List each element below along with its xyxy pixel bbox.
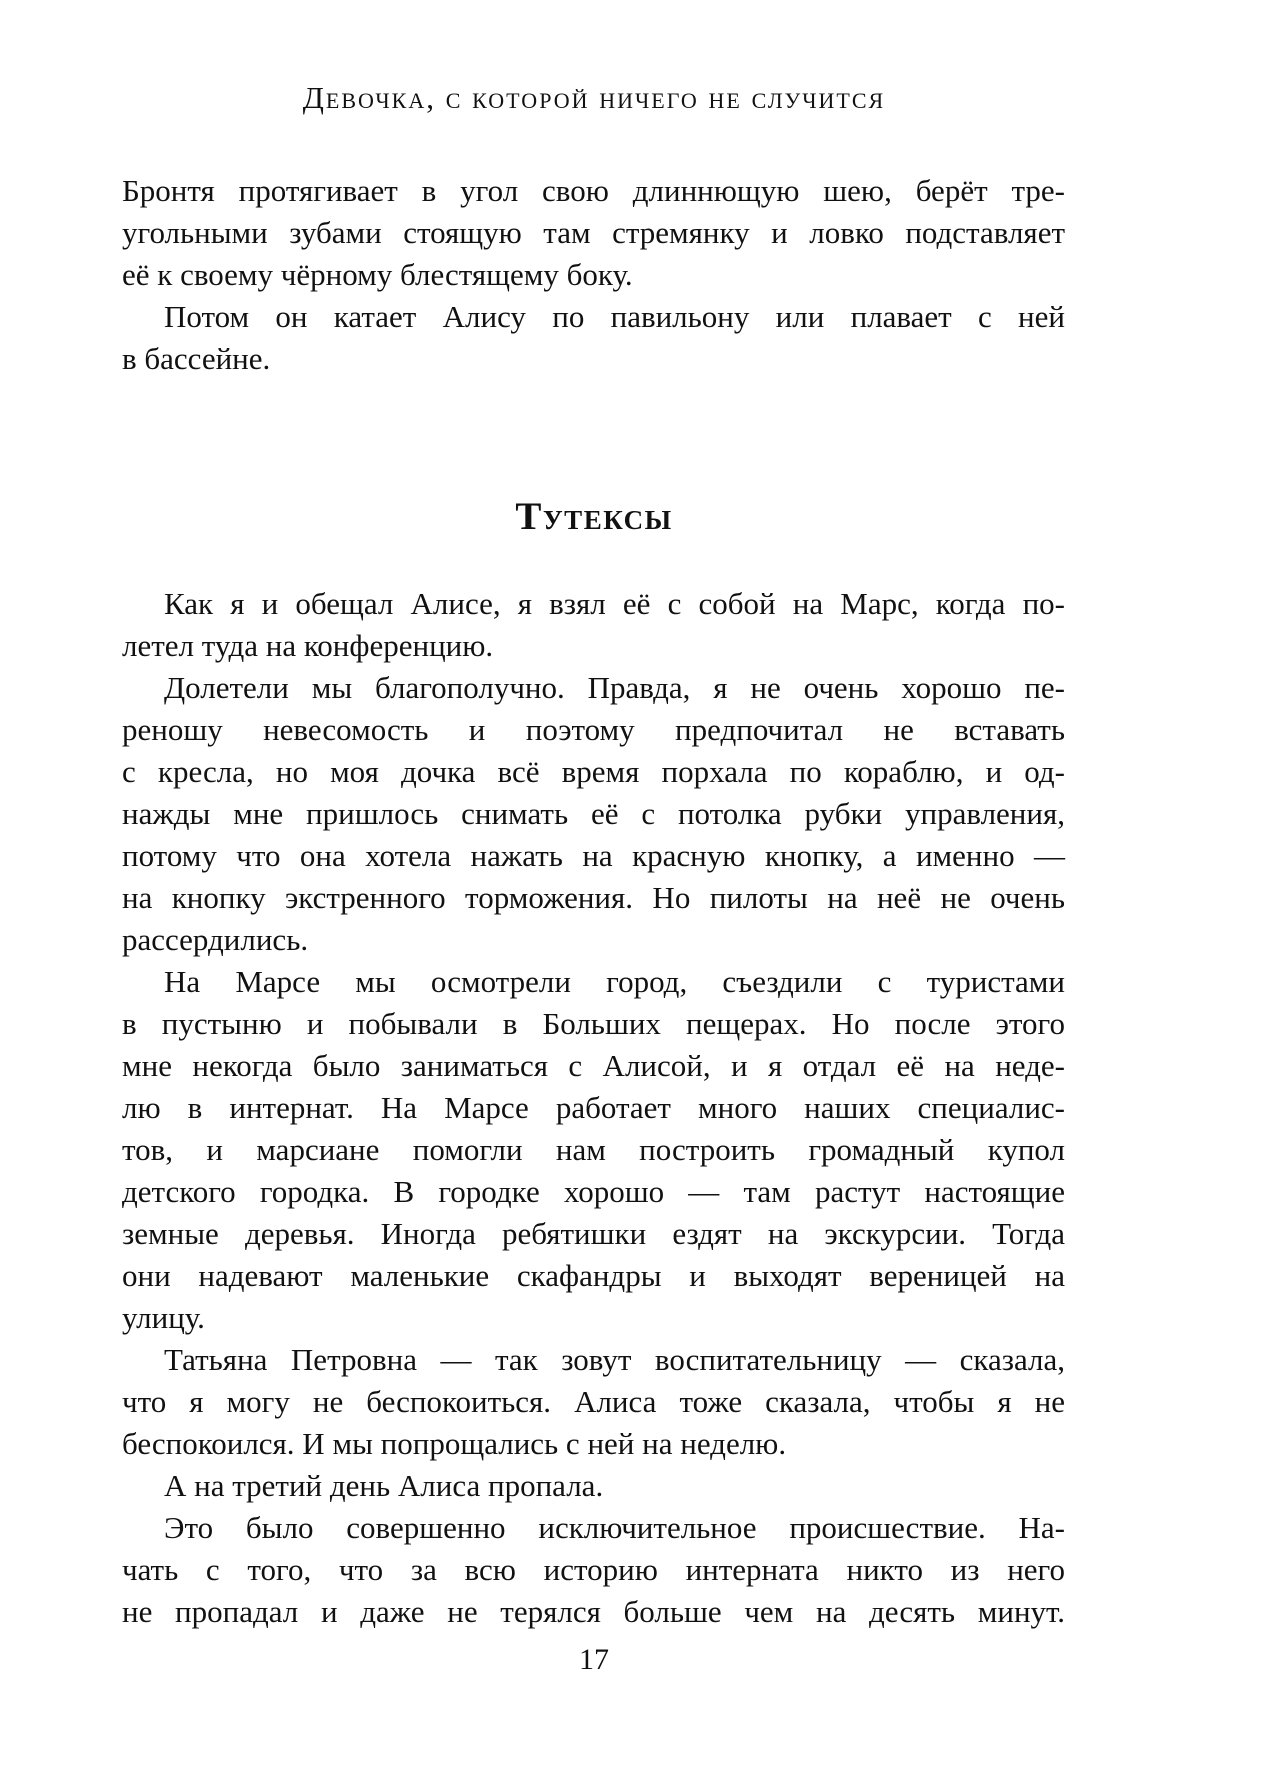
text-line: беспокоился. И мы попрощались с ней на неделю.: [122, 1426, 787, 1461]
text-line: мне некогда было заниматься с Алисой, и я отдал её на неде-: [122, 1048, 1065, 1083]
text-line: что я могу не беспокоиться. Алиса тоже сказала, чтобы я не: [122, 1384, 1065, 1419]
text-line: Бронтя протягивает в угол свою длиннющую шею, берёт тре-: [122, 173, 1065, 208]
text-line: А на третий день Алиса пропала.: [164, 1468, 604, 1503]
paragraph-2: [122, 667, 1065, 961]
text-line: Это было совершенно исключительное происшествие. На-: [164, 1510, 1065, 1545]
text-line: реношу невесомость и поэтому предпочитал не вставать: [122, 712, 1065, 747]
text-line: Долетели мы благополучно. Правда, я не очень хорошо пе-: [164, 670, 1065, 705]
paragraph-top-1: [122, 170, 1065, 296]
text-line: в бассейне.: [122, 341, 271, 376]
text-line: рассердились.: [122, 922, 309, 957]
paragraph-4: [122, 1339, 1065, 1465]
text-line: они надевают маленькие скафандры и выходят вереницей на: [122, 1258, 1065, 1293]
paragraph-3: [122, 961, 1065, 1339]
text-line: на кнопку экстренного торможения. Но пилоты на неё не очень: [122, 880, 1065, 915]
page-number: 17: [579, 1643, 609, 1676]
text-line: её к своему чёрному блестящему боку.: [122, 257, 633, 292]
text-line: тов, и марсиане помогли нам построить громадный купол: [122, 1132, 1065, 1167]
paragraph-1: [122, 583, 1065, 667]
paragraph-top-2: [122, 296, 1065, 380]
text-line: нажды мне пришлось снимать её с потолка рубки управления,: [122, 796, 1065, 831]
text-line: лю в интернат. На Марсе работает много наших специалис-: [122, 1090, 1065, 1125]
text-line: улицу.: [122, 1300, 205, 1335]
text-line: Татьяна Петровна — так зовут воспитательницу — сказала,: [164, 1342, 1065, 1377]
text-line: Как я и обещал Алисе, я взял её с собой на Марс, когда по-: [164, 586, 1065, 621]
paragraph-5: [122, 1465, 1065, 1507]
text-line: в пустыню и побывали в Больших пещерах. Но после этого: [122, 1006, 1065, 1041]
text-line: не пропадал и даже не терялся больше чем на десять минут.: [122, 1594, 1065, 1629]
paragraph-6: [122, 1507, 1065, 1633]
chapter-title: Тутексы: [515, 495, 673, 538]
text-line: земные деревья. Иногда ребятишки ездят на экскурсии. Тогда: [122, 1216, 1065, 1251]
text-line: Потом он катает Алису по павильону или плавает с ней: [164, 299, 1065, 334]
text-line: потому что она хотела нажать на красную кнопку, а именно —: [122, 838, 1065, 873]
running-head: Девочка, с которой ничего не случится: [302, 80, 886, 115]
text-line: летел туда на конференцию.: [122, 628, 494, 663]
text-line: На Марсе мы осмотрели город, съездили с туристами: [164, 964, 1065, 999]
text-line: чать с того, что за всю историю интерната никто из него: [122, 1552, 1065, 1587]
text-line: детского городка. В городке хорошо — там растут настоящие: [122, 1174, 1065, 1209]
text-line: с кресла, но моя дочка всё время порхала по кораблю, и од-: [122, 754, 1065, 789]
text-line: угольными зубами стоящую там стремянку и ловко подставляет: [122, 215, 1065, 250]
